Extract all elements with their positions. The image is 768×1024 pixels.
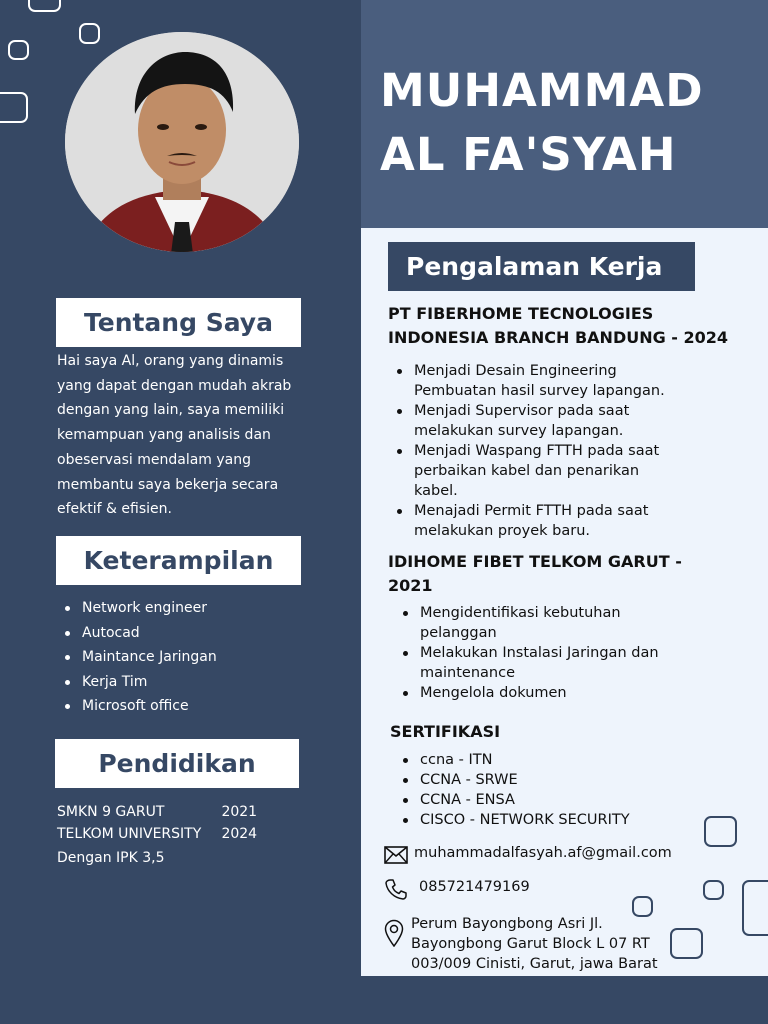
- contact-address: [411, 914, 658, 974]
- job-task-line: Menjadi Supervisor pada saat: [414, 403, 630, 419]
- phone-icon: [385, 878, 407, 904]
- job-task-line: Melakukan Instalasi Jaringan dan: [420, 645, 659, 661]
- education-school: TELKOM UNIVERSITY: [57, 826, 202, 842]
- skill-item: Autocad: [82, 621, 217, 646]
- job-title: [388, 302, 728, 350]
- certification-item: CCNA - ENSA: [420, 790, 630, 810]
- job-task-line: Menjadi Desain Engineering: [414, 363, 617, 379]
- envelope-icon: [384, 846, 408, 868]
- about-line: obeservasi mendalam yang: [57, 451, 251, 468]
- decorative-square: [79, 23, 100, 44]
- address-line: 003/009 Cinisti, Garut, jawa Barat: [411, 956, 658, 972]
- education-heading: Pendidikan: [55, 739, 299, 788]
- job-task: [414, 501, 665, 541]
- job-task: [420, 603, 659, 643]
- decorative-square: [8, 40, 29, 60]
- job-title-line: IDIHOME FIBET TELKOM GARUT -: [388, 552, 682, 571]
- job-task-line: maintenance: [420, 665, 515, 681]
- job-task-line: kabel.: [414, 483, 458, 499]
- job-task-line: Pembuatan hasil survey lapangan.: [414, 383, 665, 399]
- address-line: Bayongbong Garut Block L 07 RT: [411, 936, 650, 952]
- education-note: Dengan IPK 3,5: [57, 850, 165, 866]
- job-task-list: [414, 361, 665, 541]
- job-title: [388, 550, 682, 598]
- decorative-square: [704, 816, 737, 847]
- about-text: [57, 349, 337, 522]
- job-task: [420, 643, 659, 683]
- education-year: 2024: [221, 826, 258, 842]
- job-task-line: Menjadi Waspang FTTH pada saat: [414, 443, 660, 459]
- decorative-square: [703, 880, 724, 900]
- decorative-square: [0, 92, 28, 123]
- about-line: kemampuan yang analisis dan: [57, 427, 271, 444]
- education-row: [57, 826, 257, 842]
- decorative-square: [670, 928, 703, 959]
- certification-item: ccna - ITN: [420, 750, 630, 770]
- about-line: yang dapat dengan mudah akrab: [57, 377, 292, 394]
- contact-phone: 085721479169: [419, 879, 530, 895]
- decorative-square: [28, 0, 61, 12]
- about-line: membantu saya bekerja secara: [57, 476, 279, 493]
- job-title-line: INDONESIA BRANCH BANDUNG - 2024: [388, 328, 729, 347]
- about-line: efektif & efisien.: [57, 501, 172, 518]
- about-heading: Tentang Saya: [56, 298, 301, 347]
- decorative-square: [742, 880, 768, 936]
- skill-item: Network engineer: [82, 596, 217, 621]
- name-line-2: AL FA'SYAH: [380, 128, 677, 181]
- contact-email: muhammadalfasyah.af@gmail.com: [414, 845, 672, 861]
- education-year: 2021: [221, 804, 258, 820]
- experience-heading: Pengalaman Kerja: [388, 242, 695, 291]
- location-pin-icon: [384, 919, 404, 951]
- certification-item: CISCO - NETWORK SECURITY: [420, 812, 630, 828]
- about-line: dengan yang lain, saya memiliki: [57, 402, 285, 419]
- job-task: [414, 361, 665, 401]
- certification-item: CCNA - SRWE: [420, 770, 630, 790]
- portrait-illustration: [65, 32, 299, 252]
- decorative-square: [632, 896, 653, 917]
- name-line-1: MUHAMMAD: [380, 64, 704, 117]
- job-task-line: Mengidentifikasi kebutuhan: [420, 605, 621, 621]
- job-task-line: Mengelola dokumen: [420, 685, 567, 701]
- education-school: SMKN 9 GARUT: [57, 804, 165, 820]
- job-task: [414, 441, 665, 501]
- job-task-line: melakukan proyek baru.: [414, 523, 591, 539]
- skill-item: Maintance Jaringan: [82, 645, 217, 670]
- certification-list: [420, 750, 630, 830]
- skills-heading: Keterampilan: [56, 536, 301, 585]
- address-line: Perum Bayongbong Asri Jl.: [411, 916, 603, 932]
- skills-list: [82, 596, 217, 719]
- job-task-list: [420, 603, 659, 703]
- job-task-line: pelanggan: [420, 625, 497, 641]
- about-line: Hai saya Al, orang yang dinamis: [57, 353, 284, 369]
- skill-item: Microsoft office: [82, 694, 217, 719]
- job-title-line: PT FIBERHOME TECNOLOGIES: [388, 304, 654, 323]
- education-row: [57, 804, 257, 820]
- job-task-line: Menajadi Permit FTTH pada saat: [414, 503, 649, 519]
- job-task: [414, 401, 665, 441]
- skill-item: Kerja Tim: [82, 670, 217, 695]
- job-task: [420, 683, 659, 703]
- job-task-line: perbaikan kabel dan penarikan: [414, 463, 640, 479]
- job-title-line: 2021: [388, 576, 433, 595]
- certifications-heading: SERTIFIKASI: [390, 722, 501, 741]
- job-task-line: melakukan survey lapangan.: [414, 423, 624, 439]
- profile-photo: [65, 32, 299, 252]
